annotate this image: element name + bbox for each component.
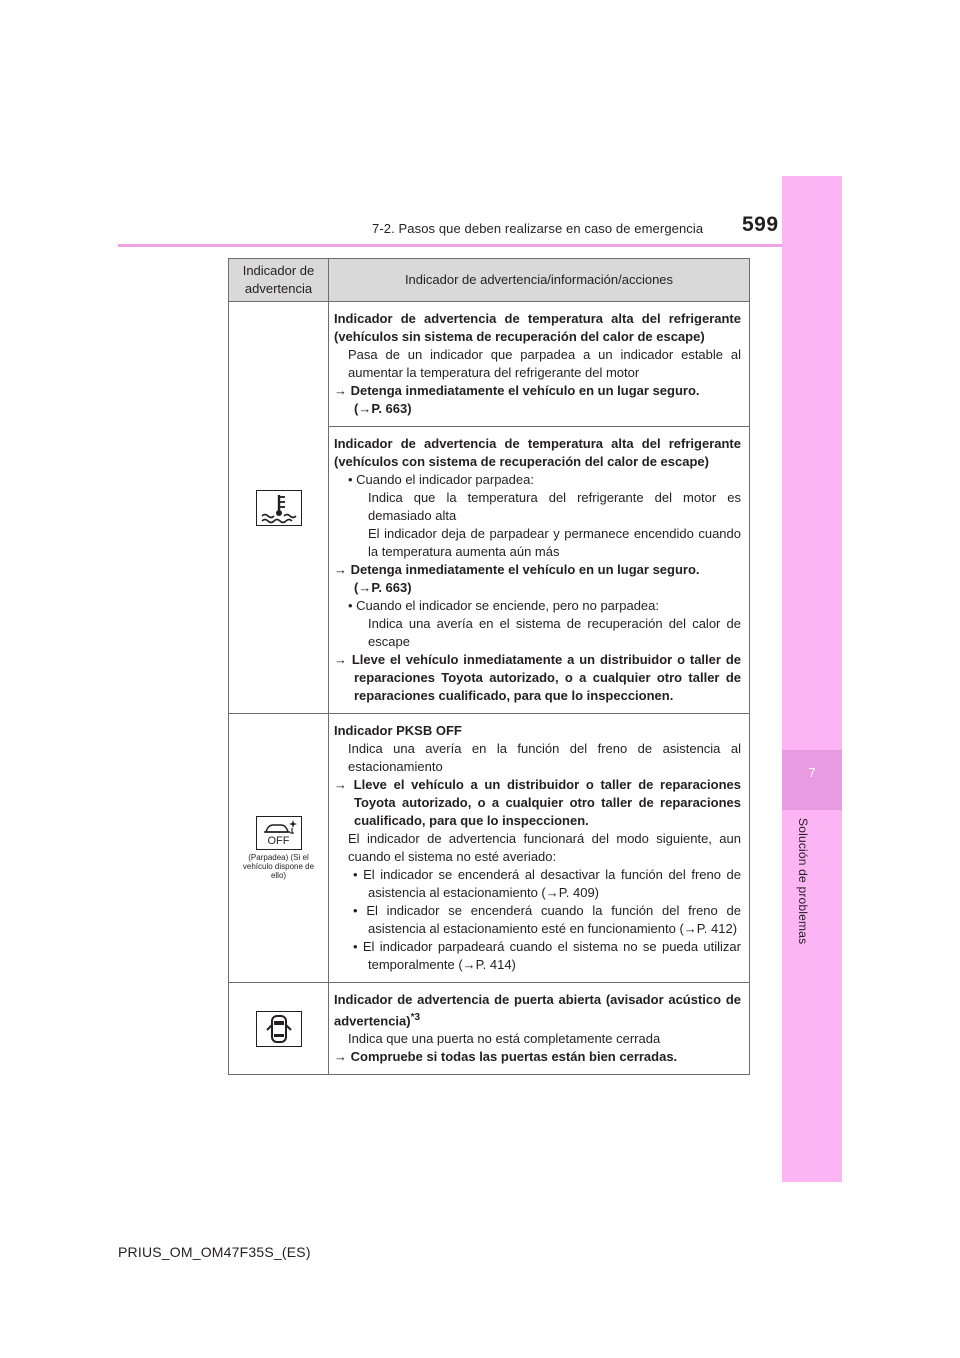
- pksb-action: → Lleve el vehículo a un distribuidor o taller de reparaciones Toyota autorizado, o a cualquier otro taller de reparaciones cualificado, para que lo inspeccionen.: [334, 777, 741, 828]
- table-row: [229, 983, 750, 1075]
- coolant-b-description: [329, 427, 750, 714]
- coolant-b-bullet2-text: Indica una avería en el sistema de recuperación del calor de escape: [368, 616, 741, 649]
- coolant-temperature-icon: [256, 490, 302, 526]
- section-title: 7-2. Pasos que deben realizarse en caso de emergencia: [372, 221, 704, 236]
- door-body: Indica que una puerta no está completamente cerrada: [348, 1031, 661, 1047]
- coolant-b-action2: → Lleve el vehículo inmediatamente a un distribuidor o taller de reparaciones Toyota autorizado, o a cualquier otro taller de reparaciones cualificado, para que lo inspeccionen.: [334, 652, 741, 703]
- pksb-bullet2: • El indicador se encenderá cuando la función del freno de asistencia al estacionamiento esté en funcionamiento (→P. 412): [353, 903, 741, 936]
- chapter-number: 7: [782, 750, 842, 810]
- coolant-indicator-cell: [229, 302, 329, 714]
- chapter-side-tab: [782, 176, 842, 1182]
- table-row: [229, 302, 750, 427]
- coolant-b-bullet1-text2: El indicador deja de parpadear y permanece encendido cuando la temperatura aumenta aún más: [368, 526, 741, 559]
- pksb-title: Indicador PKSB OFF: [334, 723, 462, 738]
- door-action: → Compruebe si todas las puertas están bien cerradas.: [334, 1049, 678, 1065]
- coolant-b-title: Indicador de advertencia de temperatura alta del refrigerante (vehículos con sistema de recuperación del calor de escape): [334, 436, 741, 469]
- pksb-icon-text: OFF: [267, 835, 290, 847]
- coolant-a-title: Indicador de advertencia de temperatura alta del refrigerante (vehículos sin sistema de recuperación del calor de escape): [334, 311, 741, 344]
- coolant-a-ref: (→P. 663): [354, 401, 412, 416]
- door-open-icon: [256, 1011, 302, 1047]
- pksb-indicator-cell: [229, 714, 329, 983]
- coolant-a-description: [329, 302, 750, 427]
- warning-indicator-table: [228, 258, 750, 1075]
- pksb-bullet1: • El indicador se encenderá al desactivar la función del freno de asistencia al estacionamiento (→P. 409): [353, 867, 741, 900]
- coolant-a-action: → Detenga inmediatamente el vehículo en un lugar seguro.: [334, 383, 700, 398]
- table-row: [229, 714, 750, 983]
- chapter-label: Solución de problemas: [796, 818, 810, 945]
- pksb-bullet3: • El indicador parpadeará cuando el sistema no se pueda utilizar temporalmente (→P. 414): [353, 939, 741, 972]
- pksb-icon-caption: (Parpadea) (Si el vehículo dispone de ello): [242, 853, 315, 880]
- col-indicator-header: Indicador de advertencia: [229, 259, 329, 302]
- page-number: 599: [742, 213, 779, 236]
- coolant-b-bullet1: • Cuando el indicador parpadea:: [348, 472, 534, 487]
- col-info-header: Indicador de advertencia/información/acciones: [329, 259, 750, 302]
- door-title-text: Indicador de advertencia de puerta abierta (avisador acústico de advertencia): [334, 992, 741, 1029]
- coolant-b-bullet2: • Cuando el indicador se enciende, pero no parpadea:: [348, 598, 659, 613]
- coolant-b-action1: → Detenga inmediatamente el vehículo en un lugar seguro.: [334, 562, 700, 577]
- pksb-body1: Indica una avería en la función del freno de asistencia al estacionamiento: [348, 741, 741, 774]
- pksb-body2: El indicador de advertencia funcionará del modo siguiente, aun cuando el sistema no esté averiado:: [348, 831, 741, 864]
- coolant-b-ref1: (→P. 663): [354, 580, 412, 595]
- door-footnote: *3: [410, 1012, 421, 1023]
- door-title: [334, 991, 741, 1030]
- document-code: PRIUS_OM_OM47F35S_(ES): [118, 1244, 311, 1260]
- pksb-description: [329, 714, 750, 983]
- door-indicator-cell: [229, 983, 329, 1075]
- coolant-b-bullet1-text1: Indica que la temperatura del refrigerante del motor es demasiado alta: [368, 490, 741, 523]
- coolant-a-body: Pasa de un indicador que parpadea a un indicador estable al aumentar la temperatura del refrigerante del motor: [348, 347, 741, 380]
- door-description: [329, 983, 750, 1075]
- header-rule: [118, 244, 782, 247]
- table-header-row: [229, 259, 750, 302]
